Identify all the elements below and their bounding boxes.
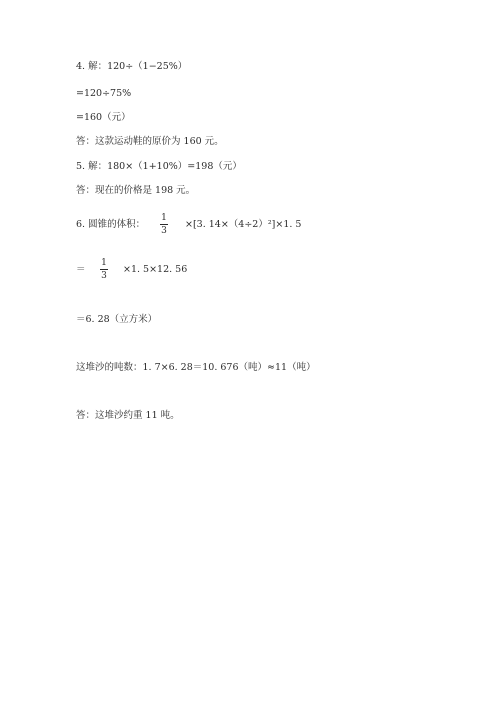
fraction-bar xyxy=(160,224,168,225)
step-6-tonnage: 这堆沙的吨数：1. 7×6. 28＝10. 676（吨）≈11（吨） xyxy=(76,362,316,373)
step-6-volume-expression: ×[3. 14×（4÷2）²]×1. 5 xyxy=(185,219,302,230)
step-4-equation: 4. 解：120÷（1−25%） xyxy=(76,61,188,72)
fraction-denominator: 3 xyxy=(101,271,107,281)
step-4-answer: 答：这款运动鞋的原价为 160 元。 xyxy=(76,136,224,147)
step-5-equation: 5. 解：180×（1+10%）=198（元） xyxy=(76,161,242,172)
step-6-answer: 答：这堆沙约重 11 吨。 xyxy=(76,410,180,421)
step-5-answer: 答：现在的价格是 198 元。 xyxy=(76,185,196,196)
fraction-one-third-2 xyxy=(100,258,108,281)
fraction-numerator: 1 xyxy=(161,213,167,223)
step-6-equals: ＝ xyxy=(76,264,86,275)
fraction-bar xyxy=(100,269,108,270)
fraction-one-third xyxy=(160,213,168,236)
step-4-line-3: =160（元） xyxy=(76,112,131,123)
step-6-label: 6. 圆锥的体积： xyxy=(76,219,146,230)
fraction-numerator: 1 xyxy=(101,258,107,268)
fraction-denominator: 3 xyxy=(161,226,167,236)
step-6-simplified-expression: ×1. 5×12. 56 xyxy=(123,264,188,275)
step-6-volume-result: ＝6. 28（立方米） xyxy=(76,314,158,325)
step-4-line-2: =120÷75% xyxy=(76,88,132,99)
